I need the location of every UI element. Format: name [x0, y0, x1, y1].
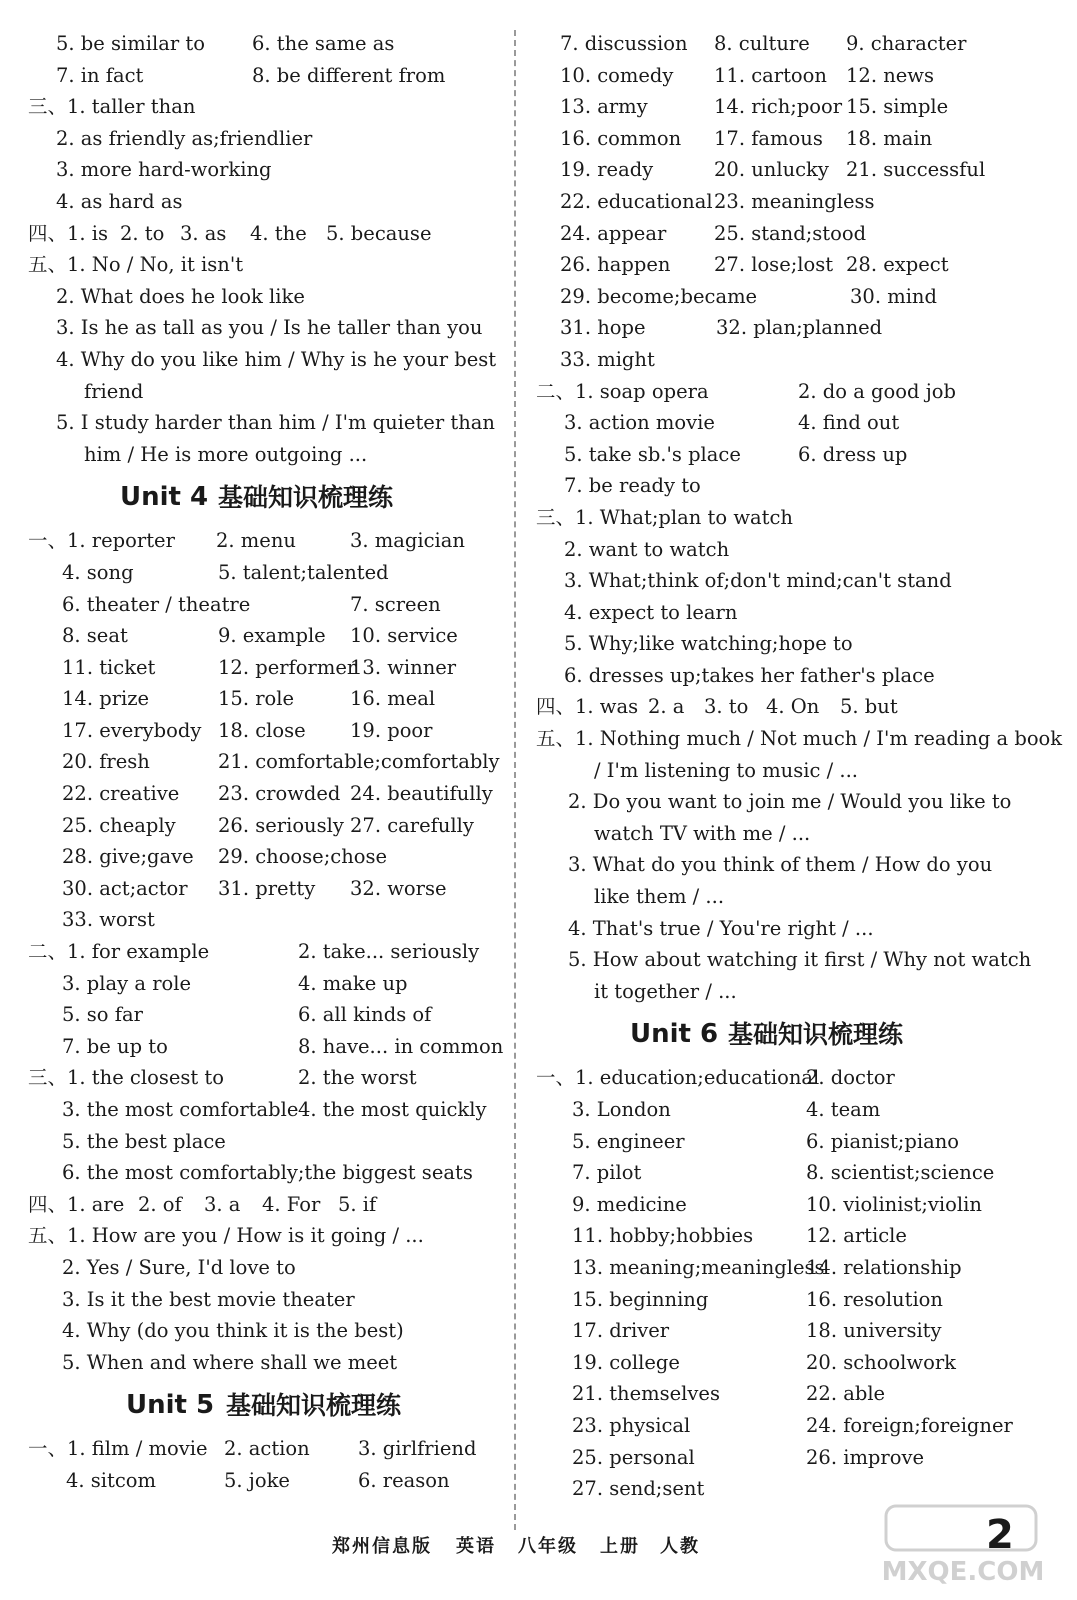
answer-item: 3. a [204, 1192, 241, 1216]
answer-item: 22. able [806, 1382, 886, 1406]
unit-heading [536, 1007, 1014, 1062]
answer-item: 2. do a good job [798, 379, 956, 403]
answer-item: 24. beautifully [350, 782, 493, 806]
answer-line [536, 60, 1014, 92]
answer-item: 4. song [62, 560, 134, 584]
answer-line [536, 976, 1014, 1008]
answer-item: 12. performer [218, 655, 357, 679]
answer-item: 2. action [224, 1437, 310, 1461]
answer-item: 31. pretty [218, 876, 316, 900]
answer-item: 20. schoolwork [806, 1350, 956, 1374]
answer-item: 3. girlfriend [358, 1437, 477, 1461]
answer-item: 8. seat [62, 624, 128, 648]
answer-line [536, 1062, 1014, 1094]
answer-item: 21. comfortable;comfortably [218, 750, 500, 774]
answer-item: 19. college [572, 1350, 680, 1374]
answer-item: 5. because [326, 221, 432, 245]
answer-line [536, 281, 1014, 313]
footer-label: 上册 [600, 1536, 640, 1557]
footer-label: 英语 [456, 1536, 496, 1557]
answer-line [536, 881, 1014, 913]
answer-line [28, 249, 496, 281]
answer-item: it together / ... [594, 979, 737, 1003]
answer-item: 三、1. the closest to [28, 1066, 224, 1090]
answer-line [536, 249, 1014, 281]
unit-heading [28, 1378, 496, 1433]
answer-item: 25. personal [572, 1445, 695, 1469]
answer-line [536, 28, 1014, 60]
answer-item: 14. prize [62, 687, 150, 711]
answer-item: 8. scientist;science [806, 1161, 995, 1185]
answer-item: 8. culture [714, 32, 810, 55]
answer-item: 15. beginning [572, 1287, 709, 1311]
answer-item: 3. magician [350, 529, 465, 553]
answer-item: 19. poor [350, 718, 433, 742]
answer-line [28, 715, 496, 747]
page-number: 2 [986, 1512, 1014, 1558]
answer-item: 7. be up to [62, 1034, 168, 1058]
answer-item: 28. expect [846, 253, 949, 277]
watermark-text: MXQE.COM [881, 1557, 1045, 1587]
answer-item: 2. to [120, 221, 165, 245]
unit-title: 基础知识梳理练 [226, 1391, 402, 1421]
answer-line [28, 1189, 496, 1221]
answer-item: 4. expect to learn [564, 600, 738, 624]
answer-item: 9. character [846, 32, 967, 55]
answer-item: 23. crowded [218, 782, 341, 806]
answer-line [28, 525, 496, 557]
answer-line [28, 589, 496, 621]
answer-line [28, 1220, 496, 1252]
answer-line [536, 1126, 1014, 1158]
answer-item: 16. common [560, 126, 682, 150]
answer-item: 27. carefully [350, 813, 474, 837]
answer-item: 2. menu [216, 529, 296, 553]
answer-item: 28. give;gave [62, 845, 194, 869]
answer-item: 五、1. How are you / How is it going / ... [28, 1224, 424, 1248]
answer-line [28, 344, 496, 376]
answer-line [536, 1315, 1014, 1347]
answer-item: 二、1. for example [28, 940, 210, 964]
answer-line [28, 810, 496, 842]
answer-item: 4. make up [298, 971, 408, 995]
answer-item: 26. seriously [218, 813, 344, 837]
answer-item: 3. as [180, 221, 227, 245]
answer-item: 32. plan;planned [716, 316, 883, 340]
answer-item: 3. What;think of;don't mind;can't stand [564, 569, 952, 593]
answer-line [28, 281, 496, 313]
answer-item: 10. comedy [560, 63, 674, 87]
answer-item: 4. Why do you like him / Why is he your best [56, 347, 497, 371]
answer-item: 7. pilot [572, 1161, 642, 1185]
answer-line [28, 123, 496, 155]
unit-title: 基础知识梳理练 [728, 1020, 904, 1050]
answer-item: 17. driver [572, 1319, 670, 1343]
answer-item: 26. happen [560, 253, 671, 277]
answer-line [536, 123, 1014, 155]
answer-item: 4. sitcom [66, 1468, 157, 1492]
answer-item: 4. That's true / You're right / ... [568, 916, 874, 940]
answer-line [536, 1347, 1014, 1379]
answer-item: 3. Is it the best movie theater [62, 1287, 355, 1311]
footer-label: 八年级 [518, 1536, 578, 1557]
answer-item: 18. close [218, 718, 306, 742]
answer-line [28, 683, 496, 715]
answer-item: 5. I study harder than him / I'm quieter than [56, 411, 495, 435]
answer-item: 四、1. are [28, 1192, 125, 1216]
answer-line [28, 28, 496, 60]
answer-item: 5. if [338, 1192, 377, 1216]
answer-line [28, 746, 500, 778]
answer-item: 18. university [806, 1319, 942, 1343]
unit-number: Unit 4 [120, 482, 209, 513]
answer-item: 27. send;sent [572, 1477, 705, 1501]
answer-line [28, 91, 496, 123]
answer-item: 4. find out [798, 411, 900, 435]
answer-line [28, 1465, 496, 1497]
answer-item: 29. become;became [560, 284, 758, 308]
answer-item: 12. article [806, 1224, 907, 1248]
answer-line [28, 154, 496, 186]
answer-item: 2. the worst [298, 1066, 417, 1090]
answer-line [28, 904, 496, 936]
answer-item: 2. of [138, 1192, 182, 1216]
answer-item: 29. choose;chose [218, 845, 388, 869]
answer-line [28, 1347, 496, 1379]
answer-item: 13. winner [350, 655, 457, 679]
answer-item: 18. main [846, 126, 933, 150]
answer-line [536, 502, 1014, 534]
answer-item: 3. Is he as tall as you / Is he taller than you [56, 316, 483, 340]
answer-item: 10. service [350, 624, 458, 648]
answer-item: 2. a [648, 695, 685, 719]
answer-item: 22. creative [62, 782, 180, 806]
answer-item: 14. rich;poor [714, 95, 843, 119]
answer-line [28, 376, 496, 408]
answer-item: 2. want to watch [564, 537, 730, 561]
answer-item: watch TV with me / ... [594, 821, 811, 845]
answer-item: 9. example [218, 624, 326, 648]
answer-line [536, 691, 1014, 723]
answer-item: 3. London [572, 1098, 671, 1121]
answer-item: 25. cheaply [62, 813, 176, 837]
answer-item: 6. the same as [252, 32, 395, 55]
answer-item: 5. take sb.'s place [564, 442, 741, 466]
answer-line [28, 999, 496, 1031]
answer-item: 5. Why;like watching;hope to [564, 632, 853, 656]
answer-line [536, 312, 1014, 344]
answer-item: 17. famous [714, 126, 823, 150]
answer-item: 6. the most comfortably;the biggest seats [62, 1161, 473, 1185]
answer-item: 2. take... seriously [298, 940, 480, 964]
answer-item: 4. the [250, 221, 307, 245]
answer-item: 7. screen [350, 592, 441, 616]
answer-item: 2. Yes / Sure, I'd love to [62, 1255, 296, 1279]
answer-item: 2. What does he look like [56, 284, 305, 308]
answer-item: 五、1. No / No, it isn't [28, 253, 244, 277]
answer-line [28, 1094, 496, 1126]
answer-line [536, 376, 1014, 408]
answer-item: 11. hobby;hobbies [572, 1224, 754, 1248]
footer-label: 郑州信息版 [332, 1536, 432, 1557]
answer-item: 3. to [704, 695, 749, 719]
answer-line [536, 439, 1014, 471]
answer-item: 21. themselves [572, 1382, 720, 1406]
answer-line [536, 944, 1032, 976]
answer-line [28, 60, 496, 92]
answer-item: 17. everybody [62, 718, 202, 742]
answer-item: 15. simple [846, 95, 949, 119]
answer-item: 23. physical [572, 1413, 691, 1437]
watermark-logo [878, 1500, 1048, 1590]
answer-item: 14. relationship [806, 1255, 962, 1279]
answer-line [536, 1157, 1014, 1189]
answer-line [536, 470, 1014, 502]
answer-item: 9. medicine [572, 1192, 687, 1216]
answer-line [536, 913, 1014, 945]
answer-item: 19. ready [560, 158, 654, 182]
answer-line [536, 1442, 1014, 1474]
answer-item: 13. army [560, 95, 648, 119]
answer-item: 4. On [766, 695, 820, 719]
answer-item: 26. improve [806, 1445, 925, 1469]
answer-item: 一、1. education;educational [536, 1066, 820, 1090]
answer-line [536, 628, 1014, 660]
answer-line [28, 218, 496, 250]
answer-line [536, 1094, 1014, 1126]
answer-item: 11. cartoon [714, 63, 827, 87]
answer-item: 24. appear [560, 221, 667, 245]
answer-line [536, 186, 1014, 218]
answer-item: 一、1. reporter [28, 529, 175, 553]
answer-line [536, 218, 1014, 250]
answer-line [536, 1378, 1014, 1410]
answer-line [536, 1189, 1014, 1221]
answer-item: 6. theater / theatre [62, 592, 251, 616]
answer-item: 20. unlucky [714, 158, 829, 182]
answer-line [536, 1252, 1014, 1284]
answer-line [28, 1157, 496, 1189]
left-answer-column [28, 28, 504, 1497]
answer-item: like them / ... [594, 885, 725, 909]
answer-line [28, 439, 496, 471]
answer-item: 一、1. film / movie [28, 1437, 208, 1461]
answer-item: 21. successful [846, 158, 986, 182]
unit-number: Unit 5 [126, 1390, 215, 1421]
answer-line [28, 1062, 496, 1094]
answer-line [28, 1284, 496, 1316]
answer-item: 6. all kinds of [298, 1003, 432, 1027]
answer-line [536, 344, 1014, 376]
answer-item: 3. play a role [62, 971, 192, 995]
answer-line [28, 1315, 496, 1347]
answer-item: 四、1. is [28, 221, 109, 245]
answer-item: 5. but [840, 695, 898, 719]
column-divider [514, 30, 516, 1530]
answer-item: 5. joke [224, 1468, 290, 1492]
answer-line [28, 557, 496, 589]
answer-line [536, 849, 1014, 881]
answer-item: 6. dress up [798, 442, 908, 466]
answer-line [28, 936, 496, 968]
answer-item: 3. more hard-working [56, 158, 272, 182]
answer-item: him / He is more outgoing ... [84, 442, 368, 466]
answer-item: 5. engineer [572, 1129, 685, 1153]
answer-line [28, 1252, 496, 1284]
answer-line [536, 818, 1014, 850]
footer-label: 人教 [660, 1536, 700, 1557]
answer-item: 33. worst [62, 908, 155, 932]
answer-line [28, 186, 496, 218]
unit-heading [28, 470, 496, 525]
answer-item: 16. meal [350, 687, 436, 711]
answer-item: 24. foreign;foreigner [806, 1413, 1013, 1437]
answer-item: 23. meaningless [714, 189, 875, 213]
answer-item: 三、1. What;plan to watch [536, 505, 793, 529]
answer-line [536, 534, 1014, 566]
answer-item: 31. hope [560, 316, 646, 340]
answer-line [28, 407, 496, 439]
answer-item: 6. reason [358, 1468, 450, 1492]
answer-item: 11. ticket [62, 655, 156, 679]
answer-item: 三、1. taller than [28, 95, 196, 119]
answer-item: 5. How about watching it first / Why not watch [568, 948, 1032, 972]
answer-item: 15. role [218, 687, 295, 711]
answer-item: 7. discussion [560, 32, 688, 55]
answer-item: 30. act;actor [62, 876, 188, 900]
answer-item: 3. What do you think of them / How do you [568, 853, 993, 877]
answer-line [28, 778, 496, 810]
answer-item: 33. might [560, 347, 655, 371]
answer-item: 4. For [262, 1192, 321, 1216]
answer-item: 16. resolution [806, 1287, 943, 1311]
answer-line [28, 1126, 496, 1158]
answer-item: 27. lose;lost [714, 253, 834, 277]
answer-item: / I'm listening to music / ... [594, 758, 858, 782]
answer-item: 4. the most quickly [298, 1098, 487, 1121]
answer-item: 5. be similar to [56, 32, 205, 55]
answer-item: 2. as friendly as;friendlier [56, 126, 313, 150]
answer-line [28, 968, 496, 1000]
answer-line [28, 1031, 504, 1063]
answer-item: 6. pianist;piano [806, 1129, 960, 1153]
answer-item: 5. When and where shall we meet [62, 1350, 398, 1374]
answer-line [536, 1410, 1014, 1442]
answer-line [536, 1284, 1014, 1316]
answer-item: 10. violinist;violin [806, 1192, 982, 1216]
unit-number: Unit 6 [630, 1019, 719, 1050]
answer-item: 5. talent;talented [218, 560, 389, 584]
answer-item: 3. the most comfortable [62, 1098, 299, 1121]
answer-line [28, 1433, 496, 1465]
answer-item: friend [84, 379, 144, 403]
answer-line [536, 91, 1014, 123]
answer-item: 13. meaning;meaningless [572, 1255, 825, 1279]
answer-item: 4. team [806, 1098, 881, 1121]
answer-line [28, 652, 496, 684]
answer-item: 4. as hard as [56, 189, 183, 213]
answer-item: 20. fresh [62, 750, 150, 774]
answer-line [28, 620, 496, 652]
answer-line [28, 841, 496, 873]
answer-item: 3. action movie [564, 411, 715, 435]
answer-item: 二、1. soap opera [536, 379, 709, 403]
answer-line [536, 755, 1014, 787]
answer-line [28, 873, 496, 905]
answer-line [536, 660, 1014, 692]
answer-line [536, 565, 1014, 597]
answer-item: 12. news [846, 63, 935, 87]
answer-item: 8. have... in common [298, 1034, 504, 1058]
right-answer-column [536, 28, 1063, 1505]
answer-item: 32. worse [350, 876, 447, 900]
answer-line [28, 312, 496, 344]
answer-item: 5. the best place [62, 1129, 226, 1153]
answer-item: 7. be ready to [564, 474, 701, 498]
answer-line [536, 723, 1063, 755]
answer-item: 8. be different from [252, 63, 446, 87]
answer-item: 2. doctor [806, 1066, 895, 1090]
answer-line [536, 154, 1014, 186]
answer-item: 7. in fact [56, 63, 144, 87]
answer-item: 30. mind [850, 284, 937, 308]
answer-item: 25. stand;stood [714, 221, 867, 245]
unit-title: 基础知识梳理练 [218, 483, 394, 513]
answer-line [536, 786, 1014, 818]
answer-item: 6. dresses up;takes her father's place [564, 663, 935, 687]
answer-item: 4. Why (do you think it is the best) [62, 1319, 404, 1343]
answer-item: 2. Do you want to join me / Would you like to [568, 790, 1012, 814]
answer-line [536, 1220, 1014, 1252]
answer-item: 22. educational [560, 189, 713, 213]
answer-line [536, 597, 1014, 629]
answer-item: 五、1. Nothing much / Not much / I'm reading a book [536, 727, 1063, 751]
answer-line [536, 407, 1014, 439]
answer-item: 5. so far [62, 1003, 143, 1027]
answer-item: 四、1. was [536, 695, 639, 719]
